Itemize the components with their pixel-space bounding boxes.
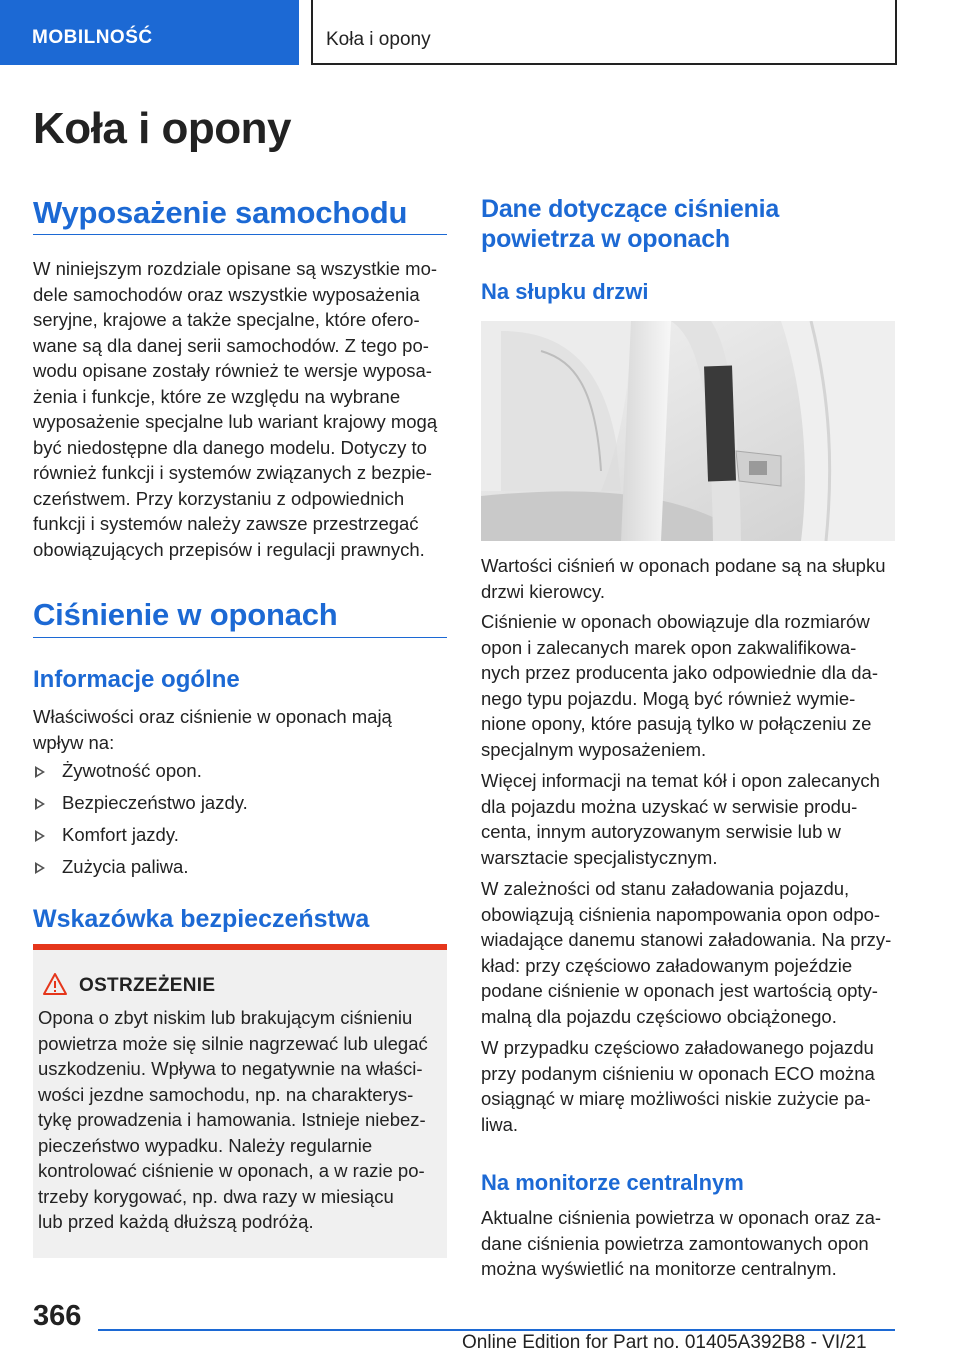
heading-tire-pressure: Ciśnienie w oponach: [33, 597, 338, 632]
text-line: obowiązujących przepisów i regulacji prawnych.: [33, 538, 425, 560]
text-line: warsztacie specjalistycznym.: [481, 846, 718, 868]
text-line: dane ciśnienia powietrza zamontowanych opon: [481, 1232, 869, 1254]
text-line: wiadające danemu stanowi załadowania. Na przy-: [481, 929, 892, 950]
heading-general-info: Informacje ogólne: [33, 666, 240, 693]
section-label: MOBILNOŚĆ: [32, 27, 153, 48]
text-line: Ciśnienie w oponach obowiązuje dla rozmiarów: [481, 611, 870, 632]
text-line: wości jezdne samochodu, np. na charakterys-: [38, 1083, 414, 1105]
general-paragraph: [33, 704, 448, 755]
text-line: podane ciśnienie w oponach jest wartością opty-: [481, 980, 878, 1001]
door-pillar-illustration: [481, 321, 895, 541]
text-line: W zależności od stanu załadowania pojazdu,: [481, 878, 850, 899]
text-line: funkcji i systemów należy zawsze przestrzegać: [33, 513, 419, 534]
text-line: być niedostępne dla danego modelu. Dotyczy to: [33, 436, 427, 458]
heading-line: Dane dotyczące ciśnienia: [481, 195, 780, 223]
para-tire-sizes: [481, 609, 901, 762]
triangle-bullet-icon: [35, 766, 45, 778]
para-more-info: [481, 768, 901, 870]
warning-paragraph: [38, 1005, 443, 1235]
text-line: drzwi kierowcy.: [481, 580, 606, 602]
list-item: Komfort jazdy.: [33, 822, 433, 854]
edition-note: Online Edition for Part no. 01405A392B8 - VI/21: [462, 1332, 867, 1353]
text-line: wodu opisane zostały również te wersje wyposa-: [33, 360, 432, 381]
footer-rule: [98, 1329, 895, 1331]
text-line: Właściwości oraz ciśnienie w oponach mają: [33, 706, 392, 727]
text-line: W przypadku częściowo załadowanego pojazdu: [481, 1037, 874, 1058]
warning-triangle-icon: [42, 972, 68, 996]
para-door-pillar: [481, 553, 901, 604]
text-line: również funkcji i systemów związanych z bezpie-: [33, 462, 432, 483]
text-line: Aktualne ciśnienia powietrza w oponach oraz za-: [481, 1207, 882, 1228]
text-line: W niniejszym rozdziale opisane są wszystkie mo-: [33, 258, 438, 279]
text-line: uszkodzeniu. Wpływa to negatywnie na właści-: [38, 1058, 423, 1079]
para-central-monitor: [481, 1205, 901, 1282]
equipment-paragraph: [33, 256, 448, 562]
text-line: powietrza może się silnie nagrzewać lub ulegać: [38, 1032, 428, 1054]
triangle-bullet-icon: [35, 798, 45, 810]
list-item: Zużycia paliwa.: [33, 854, 433, 886]
chapter-label: Koła i opony: [326, 29, 431, 50]
influence-list: [33, 758, 433, 886]
heading-safety-note: Wskazówka bezpieczeństwa: [33, 905, 370, 933]
text-line: malną dla pojazdu częściowo obciążonego.: [481, 1005, 837, 1027]
text-line: wyposażenie specjalne lub wariant krajowy mogą: [33, 411, 438, 432]
text-line: nych przez producenta jako odpowiednie dla da-: [481, 662, 878, 683]
heading-rule: [33, 234, 447, 235]
heading-rule: [33, 637, 447, 638]
warning-title: OSTRZEŻENIE: [79, 975, 216, 996]
text-line: pieczeństwo wypadku. Należy regularnie: [38, 1134, 373, 1156]
section-tab: [0, 0, 299, 65]
page-number: 366: [33, 1300, 82, 1332]
text-line: przy podanym ciśnieniu w oponach ECO można: [481, 1062, 875, 1084]
para-load-state: [481, 876, 901, 1029]
text-line: osiągnąć w miarę możliwości niskie zużycie pa-: [481, 1088, 871, 1109]
page-title: Koła i opony: [33, 104, 291, 153]
text-line: liwa.: [481, 1113, 519, 1135]
text-line: kład: przy częściowo załadowanym pojeździe: [481, 954, 853, 976]
text-line: tykę prowadzenia i hamowania. Istnieje niebez-: [38, 1109, 426, 1130]
text-line: nione opony, które pasują tylko w połączeniu ze: [481, 713, 872, 734]
text-line: dele samochodów oraz wszystkie wyposażenia: [33, 283, 420, 305]
text-line: kontrolować ciśnienie w oponach, a w razie po-: [38, 1160, 425, 1181]
text-line: dla pojazdu można uzyskać w serwisie produ-: [481, 795, 858, 817]
text-line: seryjne, krajowe a także specjalne, które ofero-: [33, 309, 420, 330]
text-line: centa, innym autoryzowanym serwisie lub w: [481, 821, 841, 842]
heading-line: powietrza w oponach: [481, 225, 730, 253]
text-line: można wyświetlić na monitorze centralnym.: [481, 1258, 837, 1279]
text-line: opon i zalecanych marek opon zakwalifikowa-: [481, 636, 857, 658]
door-pillar-photo: [481, 321, 895, 541]
heading-pressure-data: [481, 194, 895, 254]
text-line: wpływ na:: [33, 731, 115, 753]
text-line: specjalnym wyposażeniem.: [481, 738, 707, 760]
text-line: Więcej informacji na temat kół i opon zalecanych: [481, 770, 880, 791]
text-line: obowiązują ciśnienia napompowania opon odpo-: [481, 903, 881, 925]
triangle-bullet-icon: [35, 862, 45, 874]
list-item: Żywotność opon.: [33, 758, 433, 790]
text-line: czeństwem. Przy korzystaniu z odpowiednich: [33, 487, 405, 509]
text-line: trzeby korygować, np. dwa razy w miesiącu: [38, 1185, 394, 1207]
text-line: Wartości ciśnień w oponach podane są na słupku: [481, 555, 886, 576]
heading-central-monitor: Na monitorze centralnym: [481, 1170, 744, 1195]
text-line: żenia i funkcje, które ze względu na wybrane: [33, 385, 401, 407]
text-line: lub przed każdą dłuższą podróżą.: [38, 1211, 314, 1232]
list-item: Bezpieczeństwo jazdy.: [33, 790, 433, 822]
para-eco-pressure: [481, 1035, 901, 1137]
text-line: nego typu pojazdu. Mogą być również wymie-: [481, 687, 856, 709]
heading-equipment: Wyposażenie samochodu: [33, 195, 408, 230]
text-line: Opona o zbyt niskim lub brakującym ciśnieniu: [38, 1007, 413, 1028]
heading-door-pillar: Na słupku drzwi: [481, 279, 649, 304]
text-line: wane są dla danej serii samochodów. Z tego po-: [33, 334, 429, 356]
chapter-tab: [311, 0, 897, 65]
triangle-bullet-icon: [35, 830, 45, 842]
